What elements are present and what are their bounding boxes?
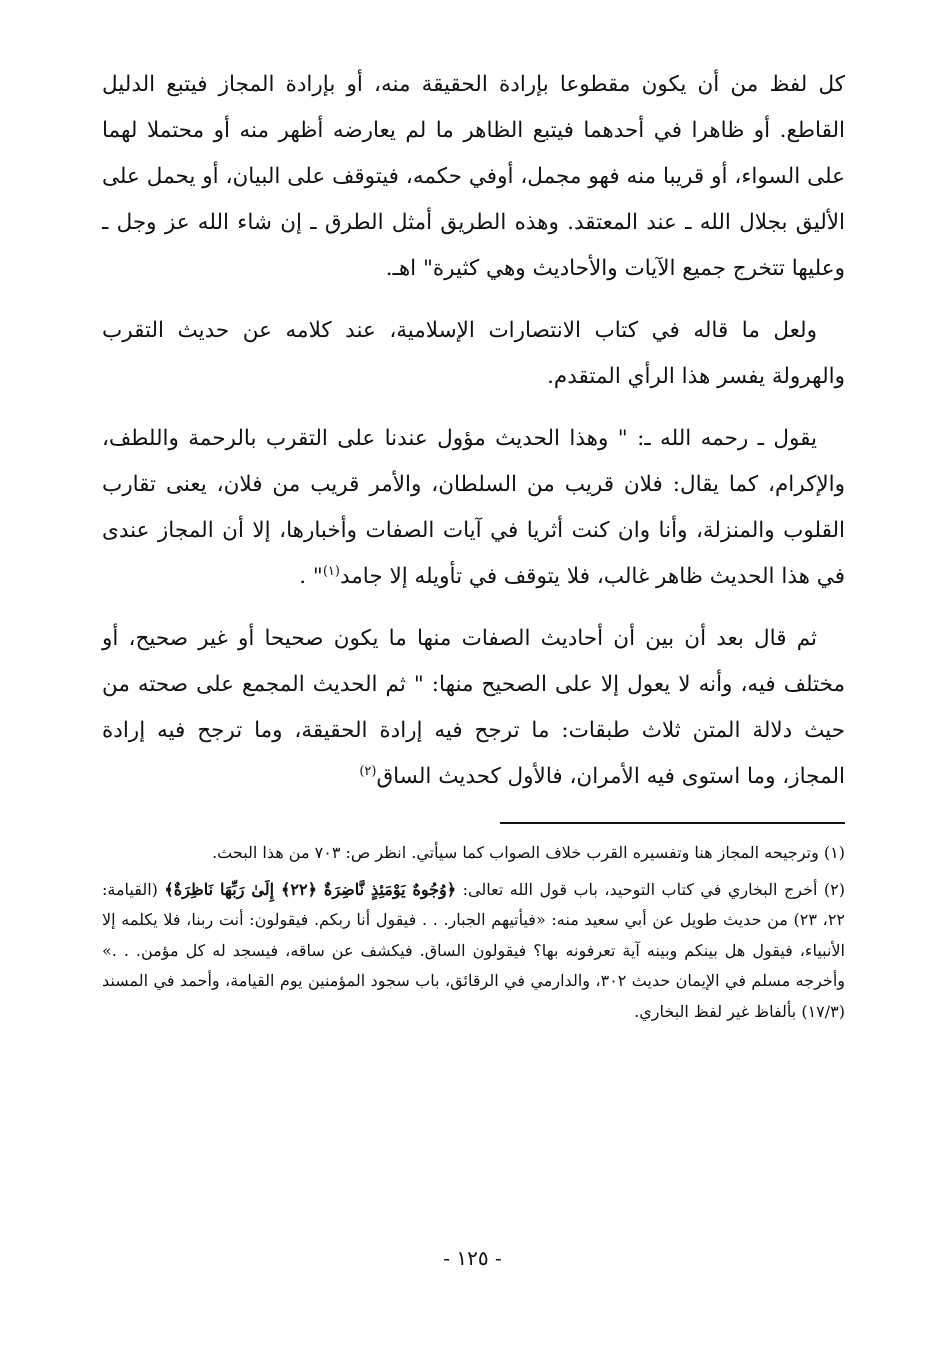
paragraph-1 bbox=[102, 62, 845, 292]
footnote-2-body: (القيامة: ٢٢، ٢٣) من حديث طويل عن أبي سعيد منه: «فيأتيهم الجبار. . . فيقول أنا ربكم. فيقولون: أنت ربنا، فلا يكلمه إلا الأنبياء، فيقول هل بينكم وبينه آية تعرفونه بها؟ فيقولون الساق. فيكشف عن ساقه، فيسجد له كل مؤمن. . .» وأخرجه مسلم في الإيمان حديث ٣٠٢، والدارمي في الرقائق، باب سجود المؤمنين يوم القيامة، وأحمد في المسند (١٧/٣) بألفاظ غير لفظ البخاري. bbox=[102, 879, 846, 1021]
footnote-1 bbox=[102, 838, 845, 869]
paragraph-2-text: ولعل ما قاله في كتاب الانتصارات الإسلامية، عند كلامه عن حديث التقرب والهرولة يفسر هذا الرأي المتقدم. bbox=[102, 318, 845, 389]
main-text bbox=[102, 62, 845, 800]
quran-verse: ﴿وُجُوهٌ يَوْمَئِذٍ نَّاضِرَةٌ ﴿٢٢﴾ إِلَىٰ رَبِّهَا نَاظِرَةٌ﴾ bbox=[164, 879, 457, 899]
footnote-ref-2[interactable]: (٢) bbox=[359, 763, 377, 779]
paragraph-2 bbox=[102, 308, 845, 400]
footnote-1-text: (١) وترجيحه المجاز هنا وتفسيره القرب خلاف الصواب كما سيأتي. انظر ص: ٧٠٣ من هذا البحث. bbox=[212, 843, 845, 862]
paragraph-4-text: ثم قال بعد أن بين أن أحاديث الصفات منها ما يكون صحيحا أو غير صحيح، أو مختلف فيه، وأنه لا يعول إلا على الصحيح منها: " ثم الحديث المجمع على صحته من حيث دلالة المتن ثلاث طبقات: ما ترجح فيه إرادة الحقيقة، وما ترجح فيه إرادة المجاز، وما استوى فيه الأمران، فالأول كحديث الساق bbox=[102, 626, 845, 789]
paragraph-3-closing: " . bbox=[299, 564, 323, 589]
paragraph-3-text: يقول ـ رحمه الله ـ: " وهذا الحديث مؤول عندنا على التقرب بالرحمة واللطف، والإكرام، كما يقال: فلان قريب من السلطان، والأمر قريب من فلان، يعنى تقارب القلوب والمنزلة، وأنا وان كنت أثريا في آيات الصفات وأخبارها، إلا أن المجاز عندى في هذا الحديث ظاهر غالب، فلا يتوقف في تأويله إلا جامد bbox=[102, 426, 845, 589]
footnote-2-intro: (٢) أخرج البخاري في كتاب التوحيد، باب قول الله تعالى: bbox=[456, 879, 846, 899]
footnote-ref-1[interactable]: (١) bbox=[322, 563, 340, 579]
paragraph-1-text: كل لفظ من أن يكون مقطوعا بإرادة الحقيقة منه، أو بإرادة المجاز فيتبع الدليل القاطع. أو ظاهرا في أحدهما فيتبع الظاهر ما لم يعارضه أظهر منه أو محتملا لهما على السواء، أو قريبا منه فهو مجمل، أوفي حكمه، فيتوقف على البيان، أو يحمل على الأليق بجلال الله ـ عند المعتقد. وهذه الطريق أمثل الطرق ـ إن شاء الله عز وجل ـ وعليها تتخرج جميع الآيات والأحاديث وهي كثيرة" اهـ. bbox=[102, 72, 845, 281]
footnote-separator bbox=[500, 822, 845, 824]
page-number: - ١٢٥ - bbox=[443, 1246, 502, 1270]
footnotes bbox=[102, 838, 845, 1027]
footnote-2 bbox=[102, 875, 845, 1028]
paragraph-3 bbox=[102, 416, 845, 600]
paragraph-4 bbox=[102, 616, 845, 800]
